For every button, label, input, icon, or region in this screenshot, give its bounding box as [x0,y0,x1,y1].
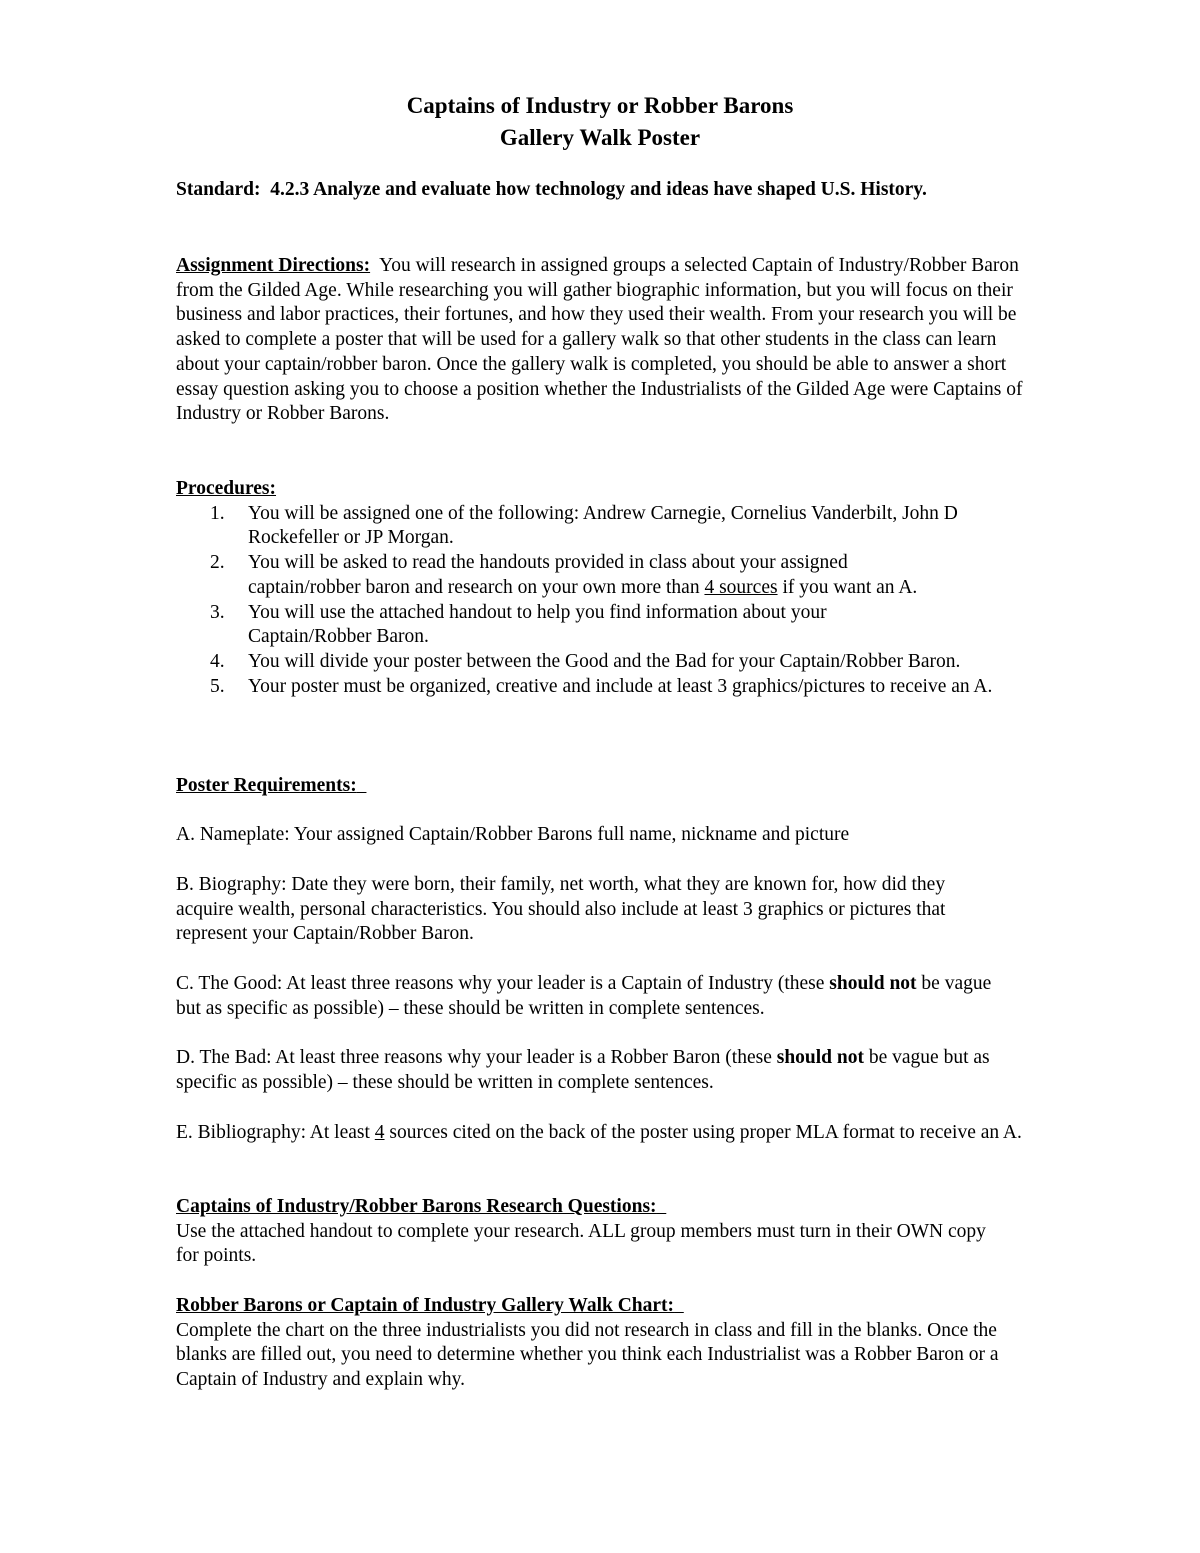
document-subtitle: Gallery Walk Poster [499,125,701,150]
procedures-heading: Procedures: [176,478,277,499]
assignment-heading: Assignment Directions: [176,255,371,276]
poster-requirements-heading: Poster Requirements: [176,775,357,796]
assignment-text: You will research in assigned groups a selected Captain of Industry/Robber Baron from the Gilded Age. While researching you will gather biographic information, but you will focus on their business and labor practices, their fortunes, and how they used their wealth. From your research you will be asked to complete a poster that will be used for a gallery walk so that other students in the class can learn about your captain/robber baron. Once the gallery walk is completed, you should be able to answer a short essay question asking you to choose a position whether the Industrialists of the Gilded Age were Captains of Industry or Robber Barons. [176,255,1023,425]
requirement-biography: B. Biography: Date they were born, their family, net worth, what they are known for, how did they acquire wealth, personal characteristics. You should also include at least 3 graphics or pictures that represent your Captain/Robber Baron. [176,874,946,945]
gallery-walk-chart-section [176,1294,1016,1393]
standard-label: Standard: [176,179,261,200]
assignment-directions [176,254,1026,427]
procedure-item: 5. Your poster must be organized, creative and include at least 3 graphics/pictures to receive an A. [210,675,993,697]
chart-heading: Robber Barons or Captain of Industry Gallery Walk Chart: [176,1295,675,1316]
procedures-list [176,502,1036,700]
chart-text: Complete the chart on the three industrialists you did not research in class and fill in the blanks. Once the blanks are filled out, you need to determine whether you think each Industrialist was a Robber Baron or a Captain of Industry and explain why. [176,1319,999,1391]
research-questions-section [176,1195,996,1269]
procedure-item: 1. You will be assigned one of the following: Andrew Carnegie, Cornelius Vanderbilt, John D Rockefeller or JP Morgan. [210,502,958,549]
procedure-item: 4. You will divide your poster between the Good and the Bad for your Captain/Robber Baron. [210,650,961,672]
requirement-bibliography: E. Bibliography: At least 4 sources cited on the back of the poster using proper MLA format to receive an A. [176,1122,1022,1143]
document-title: Captains of Industry or Robber Barons [406,93,794,118]
procedure-item: 2. You will be asked to read the handouts provided in class about your assigned captain/robber baron and research on your own more than 4 sources if you want an A. [210,552,918,598]
requirement-good: C. The Good: At least three reasons why your leader is a Captain of Industry (these should not be vague but as specific as possible) – these should be written in complete sentences. [176,973,992,1019]
research-text: Use the attached handout to complete your research. ALL group members must turn in their OWN copy for points. [176,1220,986,1267]
requirement-nameplate: A. Nameplate: Your assigned Captain/Robber Barons full name, nickname and picture [176,824,850,845]
standard-line [176,178,1076,203]
procedure-item: 3. You will use the attached handout to help you find information about your Captain/Robber Baron. [210,601,827,648]
research-heading: Captains of Industry/Robber Barons Research Questions: [176,1196,657,1217]
requirement-bad: D. The Bad: At least three reasons why your leader is a Robber Baron (these should not be vague but as specific as possible) – these should be written in complete sentences. [176,1047,990,1093]
standard-text: 4.2.3 Analyze and evaluate how technology and ideas have shaped U.S. History. [270,179,927,200]
procedures-section [176,477,1036,699]
